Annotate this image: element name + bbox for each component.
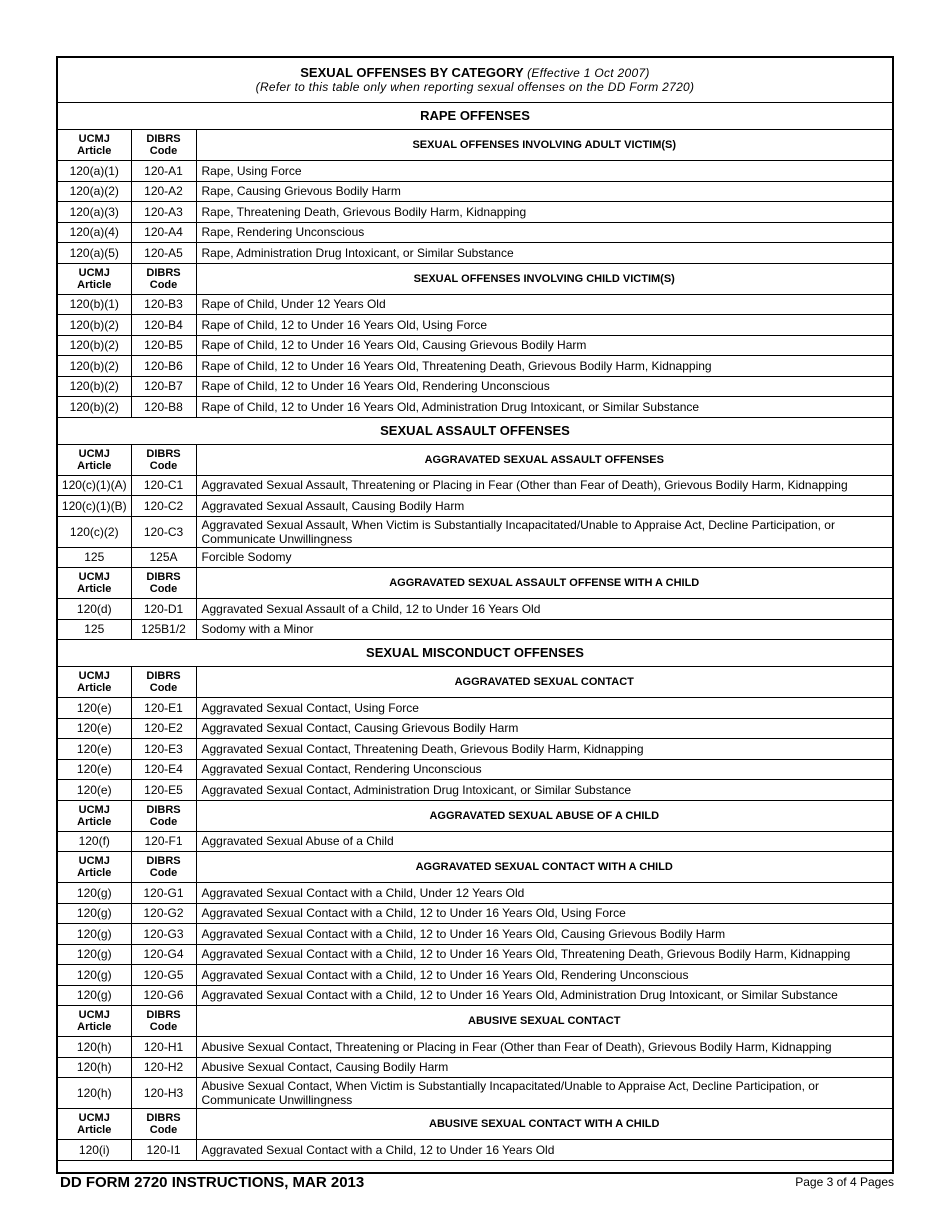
table-row	[58, 475, 892, 496]
col-header-line: Code	[149, 145, 178, 157]
section-title-row	[58, 640, 892, 667]
offense-description: Rape of Child, 12 to Under 16 Years Old, Administration Drug Intoxicant, or Similar Substance	[196, 397, 892, 418]
dibrs-code: 120-B4	[131, 315, 196, 336]
table-row	[58, 516, 892, 547]
table-row	[58, 698, 892, 719]
table-row	[58, 294, 892, 315]
dibrs-code: 120-D1	[131, 599, 196, 620]
dibrs-code: 120-E5	[131, 780, 196, 801]
group-header-row	[58, 667, 892, 698]
dibrs-code: 120-A1	[131, 161, 196, 182]
section-title: SEXUAL MISCONDUCT OFFENSES	[58, 640, 892, 667]
col-header-line: Article	[77, 145, 112, 157]
table-note: (Refer to this table only when reporting sexual offenses on the DD Form 2720)	[255, 80, 695, 94]
col-header-line: Code	[149, 815, 178, 828]
dibrs-code: 120-G5	[131, 965, 196, 986]
table-row	[58, 883, 892, 904]
ucmj-article-header	[58, 852, 131, 883]
table-row	[58, 903, 892, 924]
ucmj-article: 120(h)	[58, 1057, 131, 1078]
group-header: AGGRAVATED SEXUAL ABUSE OF A CHILD	[196, 800, 892, 831]
group-header: AGGRAVATED SEXUAL ASSAULT OFFENSES	[196, 444, 892, 475]
ucmj-article: 120(c)(2)	[58, 516, 131, 547]
ucmj-article-header	[58, 1109, 131, 1140]
group-header-row	[58, 263, 892, 294]
table-row	[58, 924, 892, 945]
effective-date: (Effective 1 Oct 2007)	[527, 66, 650, 80]
dibrs-code: 120-B6	[131, 356, 196, 377]
offense-description: Aggravated Sexual Contact with a Child, 12 to Under 16 Years Old, Causing Grievous Bodily Harm	[196, 924, 892, 945]
offense-description: Aggravated Sexual Contact with a Child, 12 to Under 16 Years Old	[196, 1140, 892, 1161]
ucmj-article: 120(h)	[58, 1078, 131, 1109]
group-header-row	[58, 1109, 892, 1140]
offense-description: Rape, Using Force	[196, 161, 892, 182]
dibrs-code: 120-G4	[131, 944, 196, 965]
group-header: SEXUAL OFFENSES INVOLVING CHILD VICTIM(S)	[196, 263, 892, 294]
ucmj-article: 120(g)	[58, 924, 131, 945]
offense-description: Aggravated Sexual Assault of a Child, 12 to Under 16 Years Old	[196, 599, 892, 620]
group-header-row	[58, 852, 892, 883]
offense-description: Rape of Child, Under 12 Years Old	[196, 294, 892, 315]
table-row	[58, 547, 892, 568]
ucmj-article: 120(e)	[58, 759, 131, 780]
col-header-line: Code	[149, 459, 178, 472]
col-header-line: Code	[149, 1021, 178, 1033]
col-header-line: Code	[149, 867, 178, 879]
table-row	[58, 335, 892, 356]
dibrs-code: 120-C3	[131, 516, 196, 547]
col-header-line: DIBRS	[146, 571, 181, 583]
group-header-row	[58, 568, 892, 599]
table-row	[58, 397, 892, 418]
col-header-line: Article	[77, 278, 112, 291]
table-row	[58, 496, 892, 517]
group-header: ABUSIVE SEXUAL CONTACT WITH A CHILD	[196, 1109, 892, 1140]
dibrs-code: 120-H1	[131, 1037, 196, 1058]
dibrs-code: 120-B8	[131, 397, 196, 418]
col-header-line: Code	[149, 278, 178, 291]
group-header-row	[58, 130, 892, 161]
table-row	[58, 599, 892, 620]
ucmj-article: 120(a)(4)	[58, 222, 131, 243]
offense-description: Aggravated Sexual Assault, Threatening or Placing in Fear (Other than Fear of Death), Grievous Bodily Harm, Kidnapping	[196, 475, 892, 496]
col-header-line: Article	[77, 1124, 112, 1136]
ucmj-article: 120(d)	[58, 599, 131, 620]
group-header: AGGRAVATED SEXUAL CONTACT WITH A CHILD	[196, 852, 892, 883]
ucmj-article: 120(e)	[58, 739, 131, 760]
dibrs-code: 120-G6	[131, 985, 196, 1006]
ucmj-article: 120(b)(2)	[58, 376, 131, 397]
col-header-line: UCMJ	[78, 670, 110, 682]
table-row	[58, 181, 892, 202]
table-row	[58, 202, 892, 223]
dibrs-code: 120-H3	[131, 1078, 196, 1109]
ucmj-article: 120(i)	[58, 1140, 131, 1161]
offense-description: Rape, Threatening Death, Grievous Bodily Harm, Kidnapping	[196, 202, 892, 223]
ucmj-article: 120(c)(1)(B)	[58, 496, 131, 517]
ucmj-article: 120(g)	[58, 985, 131, 1006]
offense-table	[58, 58, 892, 1161]
col-header-line: Article	[77, 682, 112, 694]
offense-description: Sodomy with a Minor	[196, 619, 892, 640]
table-row	[58, 222, 892, 243]
col-header-line: Article	[77, 815, 112, 828]
offense-description: Aggravated Sexual Abuse of a Child	[196, 831, 892, 852]
offense-description: Rape of Child, 12 to Under 16 Years Old, Threatening Death, Grievous Bodily Harm, Kidnapping	[196, 356, 892, 377]
col-header-line: DIBRS	[146, 803, 181, 816]
col-header-line: DIBRS	[146, 855, 181, 867]
table-row	[58, 831, 892, 852]
table-row	[58, 161, 892, 182]
ucmj-article: 120(c)(1)(A)	[58, 475, 131, 496]
offense-description: Aggravated Sexual Contact, Threatening Death, Grievous Bodily Harm, Kidnapping	[196, 739, 892, 760]
ucmj-article: 120(a)(3)	[58, 202, 131, 223]
section-title-row	[58, 103, 892, 130]
table-row	[58, 376, 892, 397]
table-row	[58, 1057, 892, 1078]
offense-description: Abusive Sexual Contact, Causing Bodily Harm	[196, 1057, 892, 1078]
offense-description: Aggravated Sexual Contact with a Child, 12 to Under 16 Years Old, Administration Drug Intoxicant, or Similar Substance	[196, 985, 892, 1006]
offense-description: Aggravated Sexual Contact, Using Force	[196, 698, 892, 719]
col-header-line: UCMJ	[78, 803, 110, 816]
group-header: SEXUAL OFFENSES INVOLVING ADULT VICTIM(S)	[196, 130, 892, 161]
table-row	[58, 315, 892, 336]
dibrs-code-header	[131, 1006, 196, 1037]
dibrs-code: 120-E3	[131, 739, 196, 760]
dibrs-code: 120-B5	[131, 335, 196, 356]
table-row	[58, 243, 892, 264]
offense-description: Forcible Sodomy	[196, 547, 892, 568]
col-header-line: Code	[149, 583, 178, 595]
group-header-row	[58, 800, 892, 831]
table-row	[58, 619, 892, 640]
ucmj-article-header	[58, 1006, 131, 1037]
col-header-line: Article	[77, 1021, 112, 1033]
ucmj-article: 120(b)(2)	[58, 315, 131, 336]
offense-description: Rape of Child, 12 to Under 16 Years Old, Using Force	[196, 315, 892, 336]
ucmj-article: 120(b)(1)	[58, 294, 131, 315]
ucmj-article: 120(a)(2)	[58, 181, 131, 202]
ucmj-article-header	[58, 667, 131, 698]
col-header-line: Article	[77, 583, 112, 595]
table-row	[58, 739, 892, 760]
offense-description: Abusive Sexual Contact, Threatening or Placing in Fear (Other than Fear of Death), Grievous Bodily Harm, Kidnapping	[196, 1037, 892, 1058]
table-row	[58, 985, 892, 1006]
ucmj-article-header	[58, 444, 131, 475]
col-header-line: DIBRS	[146, 266, 181, 279]
ucmj-article: 125	[58, 619, 131, 640]
offense-description: Aggravated Sexual Contact, Rendering Unconscious	[196, 759, 892, 780]
dibrs-code: 120-G1	[131, 883, 196, 904]
col-header-line: Code	[149, 682, 178, 694]
dibrs-code: 120-E2	[131, 718, 196, 739]
offense-description: Aggravated Sexual Assault, Causing Bodily Harm	[196, 496, 892, 517]
col-header-line: DIBRS	[146, 1112, 181, 1124]
dibrs-code: 120-C2	[131, 496, 196, 517]
group-header: AGGRAVATED SEXUAL ASSAULT OFFENSE WITH A CHILD	[196, 568, 892, 599]
ucmj-article: 120(g)	[58, 944, 131, 965]
group-header: ABUSIVE SEXUAL CONTACT	[196, 1006, 892, 1037]
ucmj-article: 120(b)(2)	[58, 397, 131, 418]
dibrs-code-header	[131, 444, 196, 475]
page-number: Page 3 of 4 Pages	[795, 1175, 894, 1189]
table-row	[58, 965, 892, 986]
offense-description: Aggravated Sexual Assault, When Victim is Substantially Incapacitated/Unable to Appraise Act, Decline Participation, or Communicate Unwillingness	[196, 516, 892, 547]
dibrs-code-header	[131, 1109, 196, 1140]
dibrs-code-header	[131, 852, 196, 883]
dibrs-code-header	[131, 667, 196, 698]
dibrs-code: 120-E4	[131, 759, 196, 780]
ucmj-article: 120(e)	[58, 698, 131, 719]
dibrs-code: 125B1/2	[131, 619, 196, 640]
table-title: SEXUAL OFFENSES BY CATEGORY	[300, 65, 524, 80]
dibrs-code: 120-A3	[131, 202, 196, 223]
ucmj-article-header	[58, 263, 131, 294]
ucmj-article: 125	[58, 547, 131, 568]
dibrs-code: 120-A4	[131, 222, 196, 243]
table-row	[58, 718, 892, 739]
table-row	[58, 1037, 892, 1058]
group-header-row	[58, 444, 892, 475]
offense-description: Rape, Rendering Unconscious	[196, 222, 892, 243]
dibrs-code: 120-B3	[131, 294, 196, 315]
dibrs-code: 120-H2	[131, 1057, 196, 1078]
col-header-line: UCMJ	[78, 855, 110, 867]
offense-description: Aggravated Sexual Contact with a Child, 12 to Under 16 Years Old, Threatening Death, Grievous Bodily Harm, Kidnapping	[196, 944, 892, 965]
ucmj-article: 120(b)(2)	[58, 335, 131, 356]
table-row	[58, 356, 892, 377]
col-header-line: UCMJ	[78, 133, 110, 145]
table-row	[58, 780, 892, 801]
table-row	[58, 1078, 892, 1109]
offense-description: Abusive Sexual Contact, When Victim is Substantially Incapacitated/Unable to Appraise Act, Decline Participation, or Communicate Unwillingness	[196, 1078, 892, 1109]
dibrs-code-header	[131, 568, 196, 599]
dibrs-code-header	[131, 130, 196, 161]
table-row	[58, 759, 892, 780]
col-header-line: DIBRS	[146, 133, 181, 145]
offense-description: Aggravated Sexual Contact with a Child, 12 to Under 16 Years Old, Using Force	[196, 903, 892, 924]
col-header-line: UCMJ	[78, 266, 110, 279]
ucmj-article: 120(g)	[58, 965, 131, 986]
col-header-line: UCMJ	[78, 1009, 110, 1021]
section-title-row	[58, 417, 892, 444]
offense-description: Rape, Causing Grievous Bodily Harm	[196, 181, 892, 202]
col-header-line: DIBRS	[146, 447, 181, 460]
col-header-line: Code	[149, 1124, 178, 1136]
offense-description: Rape of Child, 12 to Under 16 Years Old, Rendering Unconscious	[196, 376, 892, 397]
form-name: DD FORM 2720 INSTRUCTIONS, MAR 2013	[60, 1174, 365, 1191]
offense-description: Rape of Child, 12 to Under 16 Years Old, Causing Grievous Bodily Harm	[196, 335, 892, 356]
offense-description: Aggravated Sexual Contact with a Child, 12 to Under 16 Years Old, Rendering Unconscious	[196, 965, 892, 986]
ucmj-article-header	[58, 130, 131, 161]
dibrs-code: 120-G3	[131, 924, 196, 945]
ucmj-article: 120(e)	[58, 718, 131, 739]
dibrs-code: 120-B7	[131, 376, 196, 397]
dibrs-code: 120-A2	[131, 181, 196, 202]
offense-description: Aggravated Sexual Contact, Administration Drug Intoxicant, or Similar Substance	[196, 780, 892, 801]
table-title-row	[58, 58, 892, 103]
ucmj-article-header	[58, 568, 131, 599]
offense-description: Aggravated Sexual Contact, Causing Grievous Bodily Harm	[196, 718, 892, 739]
offense-table-frame	[56, 56, 894, 1174]
offense-description: Rape, Administration Drug Intoxicant, or Similar Substance	[196, 243, 892, 264]
section-title: SEXUAL ASSAULT OFFENSES	[58, 417, 892, 444]
table-row	[58, 1140, 892, 1161]
ucmj-article: 120(f)	[58, 831, 131, 852]
ucmj-article: 120(a)(5)	[58, 243, 131, 264]
ucmj-article: 120(g)	[58, 903, 131, 924]
dibrs-code-header	[131, 800, 196, 831]
ucmj-article: 120(a)(1)	[58, 161, 131, 182]
ucmj-article: 120(e)	[58, 780, 131, 801]
dibrs-code: 125A	[131, 547, 196, 568]
col-header-line: DIBRS	[146, 1009, 181, 1021]
group-header-row	[58, 1006, 892, 1037]
col-header-line: UCMJ	[78, 1112, 110, 1124]
dibrs-code: 120-I1	[131, 1140, 196, 1161]
dibrs-code: 120-C1	[131, 475, 196, 496]
group-header: AGGRAVATED SEXUAL CONTACT	[196, 667, 892, 698]
ucmj-article: 120(h)	[58, 1037, 131, 1058]
dibrs-code: 120-A5	[131, 243, 196, 264]
col-header-line: Article	[77, 459, 112, 472]
ucmj-article: 120(b)(2)	[58, 356, 131, 377]
dibrs-code: 120-E1	[131, 698, 196, 719]
dibrs-code: 120-F1	[131, 831, 196, 852]
table-row	[58, 944, 892, 965]
col-header-line: UCMJ	[78, 571, 110, 583]
col-header-line: UCMJ	[78, 447, 110, 460]
section-title: RAPE OFFENSES	[58, 103, 892, 130]
dibrs-code-header	[131, 263, 196, 294]
dibrs-code: 120-G2	[131, 903, 196, 924]
ucmj-article-header	[58, 800, 131, 831]
offense-description: Aggravated Sexual Contact with a Child, Under 12 Years Old	[196, 883, 892, 904]
ucmj-article: 120(g)	[58, 883, 131, 904]
col-header-line: DIBRS	[146, 670, 181, 682]
col-header-line: Article	[77, 867, 112, 879]
